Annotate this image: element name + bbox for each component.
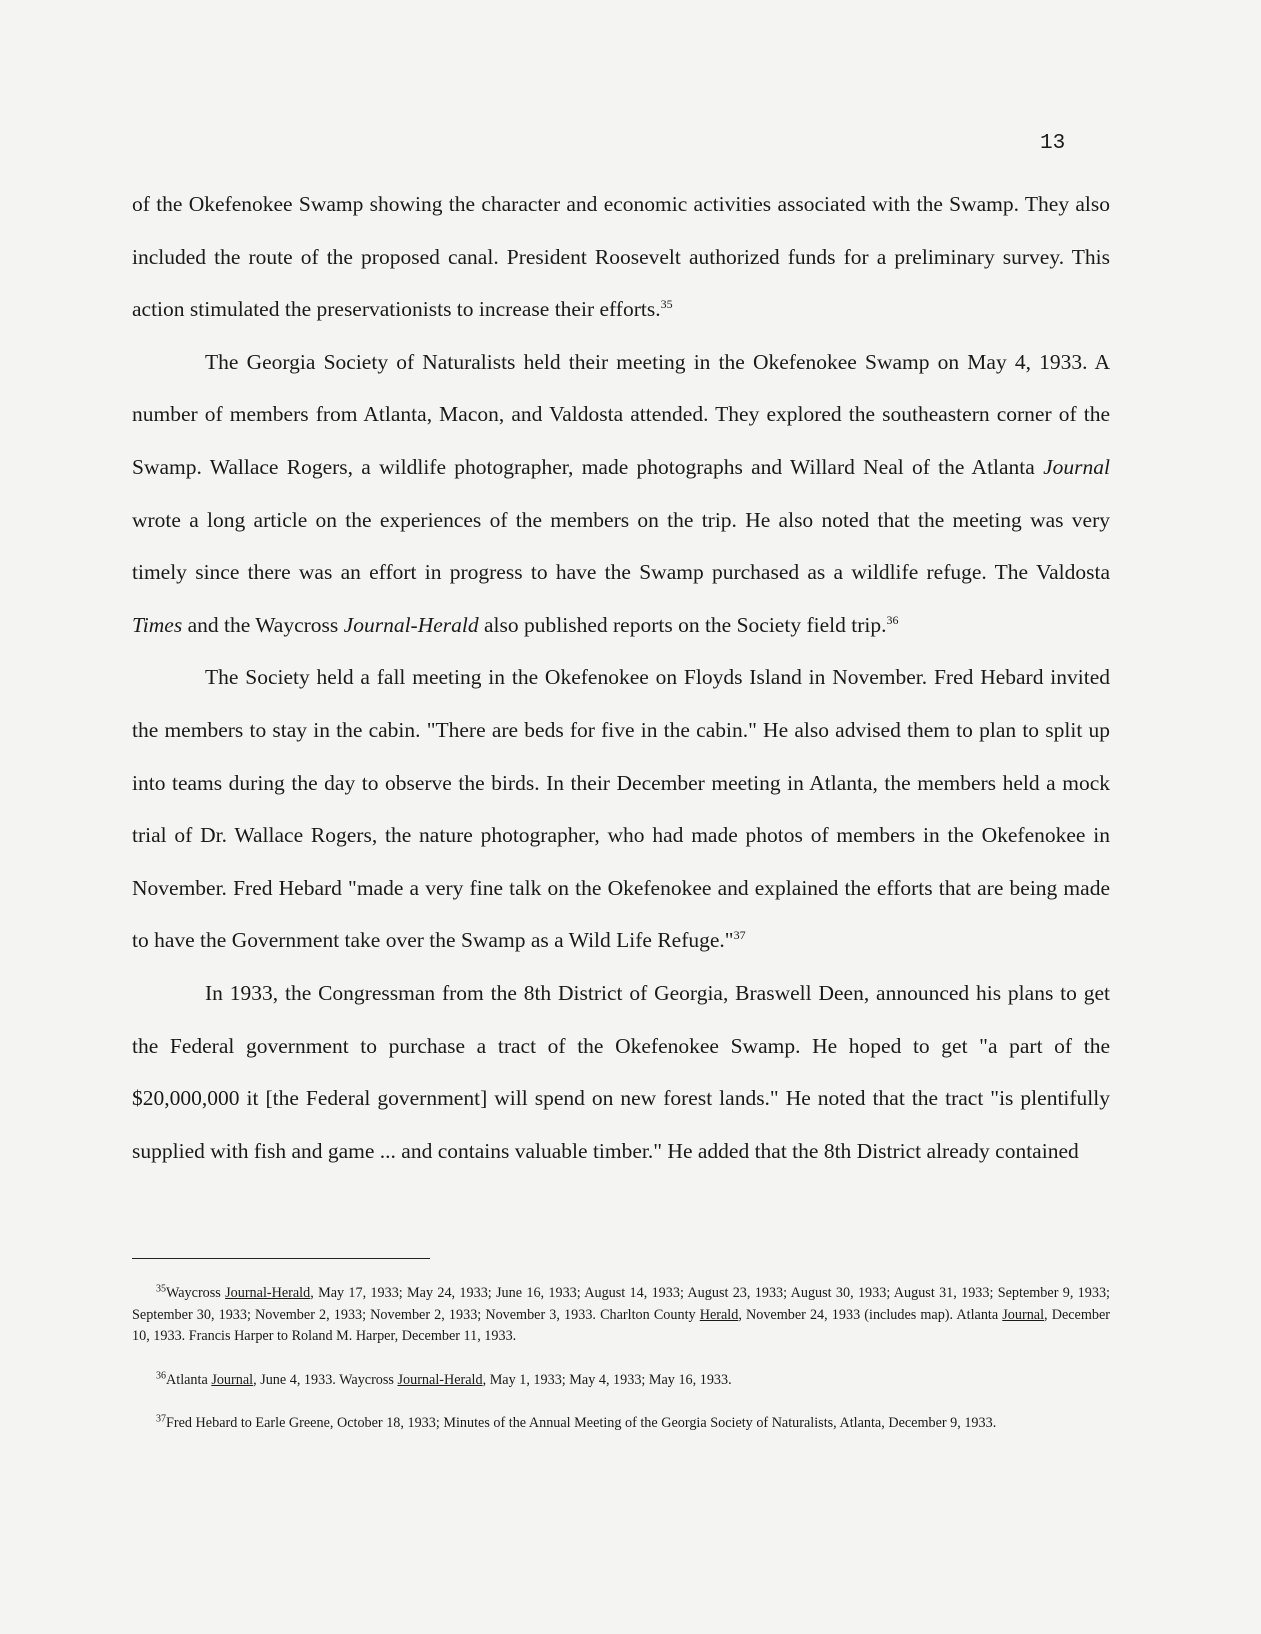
footnote-text: , May 17, 1933; May 24, 1933; June 16, 1933; August 14, 1933; August 23, 1933; August 30, 1933; August 31, 1933; September 9, 1933; September 30, 1933; November 2, 1933; November 2, 1933; November 3, 1933. Charlton County [132, 1285, 1110, 1323]
footnote-37 [132, 1413, 1110, 1435]
footnote-text: , June 4, 1933. Waycross [253, 1371, 398, 1388]
footnote-35 [132, 1283, 1110, 1348]
footnote-text: Atlanta [166, 1371, 212, 1388]
footnote-text: Waycross [166, 1285, 226, 1301]
paragraph-text: of the Okefenokee Swamp showing the character and economic activities associated with the Swamp. They also included the route of the proposed canal. President Roosevelt authorized funds for a preliminary survey. This action stimulated the preservationists to increase their efforts. [132, 192, 1110, 322]
paragraph-text: also published reports on the Society field trip. [478, 612, 887, 637]
footnote-divider [132, 1258, 430, 1259]
footnotes [132, 1283, 1110, 1457]
footnote-text: , December 10, 1933. Francis Harper to Roland M. Harper, December 11, 1933. [132, 1306, 1110, 1344]
footnote-number: 36 [156, 1369, 166, 1381]
paragraph-text: The Georgia Society of Naturalists held their meeting in the Okefenokee Swamp on May 4, 1933. A number of members from Atlanta, Macon, and Valdosta attended. They explored the southeastern corner of the Swamp. Wallace Rogers, a wildlife photographer, made photographs and Willard Neal of the Atlanta [132, 349, 1110, 479]
paragraph-1 [132, 178, 1110, 336]
page-number: 13 [1040, 132, 1066, 155]
underlined-title: Journal [1002, 1306, 1045, 1323]
paragraph-text: and the Waycross [182, 612, 344, 637]
footnote-text: , November 24, 1933 (includes map). Atlanta [738, 1306, 1003, 1323]
italic-title: Journal-Herald [343, 612, 479, 637]
body-text [132, 178, 1110, 1177]
underlined-title: Journal-Herald [225, 1285, 311, 1301]
footnote-ref-37: 37 [733, 928, 746, 943]
paragraph-2 [132, 336, 1110, 652]
footnote-ref-36: 36 [886, 612, 899, 627]
footnote-text: , May 1, 1933; May 4, 1933; May 16, 1933. [482, 1371, 732, 1388]
footnote-36 [132, 1370, 1110, 1392]
paragraph-4 [132, 967, 1110, 1177]
underlined-title: Herald [699, 1306, 739, 1323]
paragraph-text: The Society held a fall meeting in the Okefenokee on Floyds Island in November. Fred Hebard invited the members to stay in the cabin. "There are beds for five in the cabin." He also advised them to plan to split up into teams during the day to observe the birds. In their December meeting in Atlanta, the members held a mock trial of Dr. Wallace Rogers, the nature photographer, who had made photos of members in the Okefenokee in November. Fred Hebard "made a very fine talk on the Okefenokee and explained the efforts that are being made to have the Government take over the Swamp as a Wild Life Refuge." [132, 665, 1110, 953]
footnote-number: 35 [156, 1283, 166, 1295]
italic-title: Journal [1043, 454, 1110, 479]
underlined-title: Journal-Herald [397, 1371, 483, 1388]
italic-title: Times [132, 612, 183, 637]
paragraph-text: In 1933, the Congressman from the 8th District of Georgia, Braswell Deen, announced his plans to get the Federal government to purchase a tract of the Okefenokee Swamp. He hoped to get "a part of the $20,000,000 it [the Federal government] will spend on new forest lands." He noted that the tract "is plentifully supplied with fish and game ... and contains valuable timber." He added that the 8th District already contained [132, 980, 1110, 1163]
footnote-text: Fred Hebard to Earle Greene, October 18, 1933; Minutes of the Annual Meeting of the Georgia Society of Naturalists, Atlanta, December 9, 1933. [166, 1415, 997, 1431]
underlined-title: Journal [211, 1371, 254, 1388]
paragraph-3 [132, 651, 1110, 967]
footnote-number: 37 [156, 1413, 166, 1425]
footnote-ref-35: 35 [660, 297, 673, 312]
paragraph-text: wrote a long article on the experiences of the members on the trip. He also noted that the meeting was very timely since there was an effort in progress to have the Swamp purchased as a wildlife refuge. The Valdosta [132, 507, 1110, 585]
